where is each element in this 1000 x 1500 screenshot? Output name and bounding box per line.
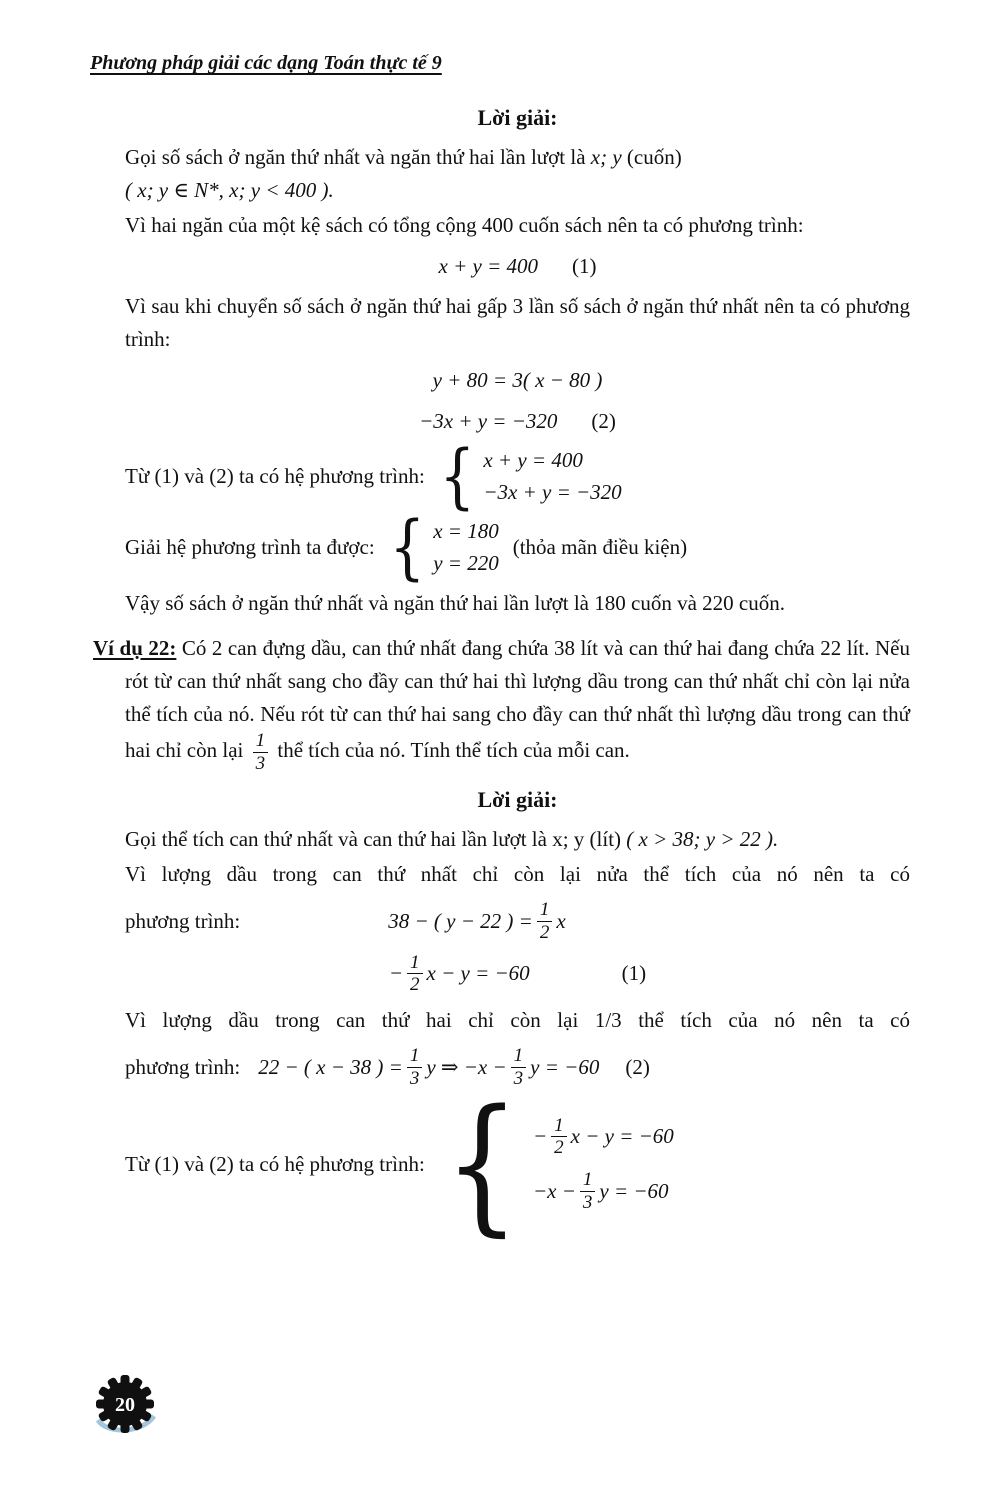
page-number-gear — [92, 1372, 158, 1444]
page-footer — [92, 1372, 158, 1444]
equation-number: (2) — [591, 408, 616, 433]
numerator: 1 — [410, 951, 420, 973]
paragraph-conclusion: Vậy số sách ở ngăn thứ nhất và ngăn thứ hai lần lượt là 180 cuốn và 220 cuốn. — [125, 591, 785, 616]
math-run: − — [388, 961, 403, 986]
equation-system — [385, 516, 499, 579]
math-run: y = −60 — [599, 1178, 669, 1203]
example-text: thể tích của nó. Tính thể tích của mỗi can. — [277, 738, 630, 763]
denominator: 3 — [407, 1067, 423, 1090]
paragraph-given-2 — [125, 823, 910, 856]
numerator: 1 — [582, 1169, 593, 1191]
numerator: 1 — [513, 1044, 524, 1066]
system-line: x = 180 — [433, 519, 499, 544]
fraction-one-half — [537, 899, 553, 944]
paragraph-reason-3: Vì lượng dầu trong can thứ nhất chỉ còn lại nửa thể tích của nó nên ta có — [125, 862, 910, 887]
denominator: 3 — [511, 1067, 527, 1090]
book-title: Phương pháp giải các dạng Toán thực tế 9 — [90, 52, 442, 74]
left-brace — [435, 445, 480, 508]
math-run: −x − — [532, 1178, 576, 1203]
denominator: 2 — [537, 921, 553, 944]
page-number: 20 — [115, 1394, 135, 1416]
system-lines — [483, 445, 621, 508]
math-run: − — [532, 1124, 548, 1149]
equation — [258, 1045, 599, 1090]
system-row-3 — [125, 1098, 910, 1231]
equation-block-1 — [125, 250, 910, 283]
math-run: x — [556, 908, 566, 933]
numerator: 1 — [554, 1114, 564, 1136]
fraction-one-half — [407, 952, 423, 997]
condition-note: (thỏa mãn điều kiện) — [512, 535, 688, 560]
equation: y + 80 = 3( x − 80 ) — [432, 367, 603, 392]
equation-system — [435, 1098, 674, 1231]
equation-number: (1) — [571, 253, 597, 278]
paragraph-reason-1: Vì hai ngăn của một kệ sách có tổng cộng 400 cuốn sách nên ta có phương trình: — [125, 212, 804, 237]
example-22 — [93, 632, 910, 775]
paragraph-given — [125, 141, 910, 207]
text-run: Từ (1) và (2) ta có hệ phương trình: — [125, 464, 425, 489]
math-run: x − y = −60 — [570, 1124, 674, 1149]
text-run: phương trình: — [125, 908, 241, 933]
example-label: Ví dụ 22: — [93, 636, 177, 661]
numerator: 1 — [255, 730, 266, 752]
text-run: Từ (1) và (2) ta có hệ phương trình: — [125, 1151, 425, 1176]
paragraph-reason-4: Vì lượng dầu trong can thứ hai chỉ còn lại 1/3 thể tích của nó nên ta có — [125, 1008, 910, 1033]
solution-heading: Lời giải: — [477, 105, 558, 130]
equation: x + y = 400 — [438, 253, 538, 278]
left-brace — [435, 1098, 529, 1231]
system-lines — [433, 516, 499, 579]
denominator: 2 — [551, 1136, 567, 1159]
condition-line: ( x; y ∈ N*, x; y < 400 ). — [125, 178, 334, 203]
running-header — [90, 52, 910, 75]
condition-run: ( x > 38; y > 22 ). — [626, 827, 779, 852]
equation-block-3 — [125, 405, 910, 438]
text-run: Gọi số sách ở ngăn thứ nhất và ngăn thứ hai lần lượt là — [125, 145, 591, 170]
equation-number: (1) — [621, 961, 647, 986]
page-content — [93, 101, 910, 1231]
equation — [388, 899, 565, 944]
equation-block-2 — [125, 364, 910, 397]
system-line — [533, 1169, 674, 1214]
equation-number: (2) — [625, 1054, 650, 1079]
text-run: phương trình: — [125, 1054, 241, 1079]
equation-row-B — [125, 952, 910, 997]
math-run: x; y — [590, 145, 622, 170]
denominator: 3 — [580, 1191, 596, 1214]
math-run: x − y = −60 — [426, 961, 530, 986]
fraction-one-third — [253, 730, 269, 775]
system-line: y = 220 — [433, 550, 499, 575]
text-run: Gọi thể tích can thứ nhất và can thứ hai lần lượt là x; y (lít) — [125, 827, 622, 852]
equation-system — [435, 445, 622, 508]
math-run: 22 − ( x − 38 ) = — [258, 1054, 403, 1079]
text-run: (cuốn) — [621, 145, 682, 170]
numerator: 1 — [409, 1044, 420, 1066]
system-row-1 — [125, 445, 910, 508]
text-run: Giải hệ phương trình ta được: — [125, 535, 375, 560]
equation-row-A — [125, 899, 910, 944]
equation: −3x + y = −320 — [419, 408, 558, 433]
denominator: 3 — [253, 752, 269, 775]
system-line — [533, 1115, 674, 1160]
math-run: y = −60 — [530, 1054, 600, 1079]
equation — [389, 952, 530, 997]
math-run: 38 − ( y − 22 ) = — [388, 908, 533, 933]
system-line: −3x + y = −320 — [483, 479, 622, 504]
system-line: x + y = 400 — [483, 448, 583, 473]
numerator: 1 — [539, 898, 550, 920]
solution-heading-2: Lời giải: — [477, 787, 558, 812]
system-lines — [533, 1110, 674, 1219]
fraction-one-third — [407, 1045, 423, 1090]
denominator: 2 — [407, 973, 423, 996]
fraction-one-half — [551, 1115, 567, 1160]
paragraph-reason-2: Vì sau khi chuyển số sách ở ngăn thứ hai gấp 3 lần số sách ở ngăn thứ nhất nên ta có phương trình: — [125, 294, 910, 352]
example-text: Có 2 can đựng dầu, can thứ nhất đang chứa 38 lít và can thứ hai đang chứa 22 lít. Nếu rót từ can thứ nhất sang cho đầy can thứ hai thì lượng dầu trong can thứ nhất chỉ còn lại nửa thể tích của nó. Nếu rót từ can thứ hai sang cho đầy can thứ nhất thì lượng dầu trong can thứ hai chỉ còn lại — [125, 636, 910, 763]
left-brace — [385, 516, 430, 579]
text-line — [125, 141, 910, 174]
math-run: y ⇒ −x − — [426, 1054, 507, 1079]
fraction-one-third — [580, 1169, 596, 1214]
system-row-2 — [125, 516, 910, 579]
